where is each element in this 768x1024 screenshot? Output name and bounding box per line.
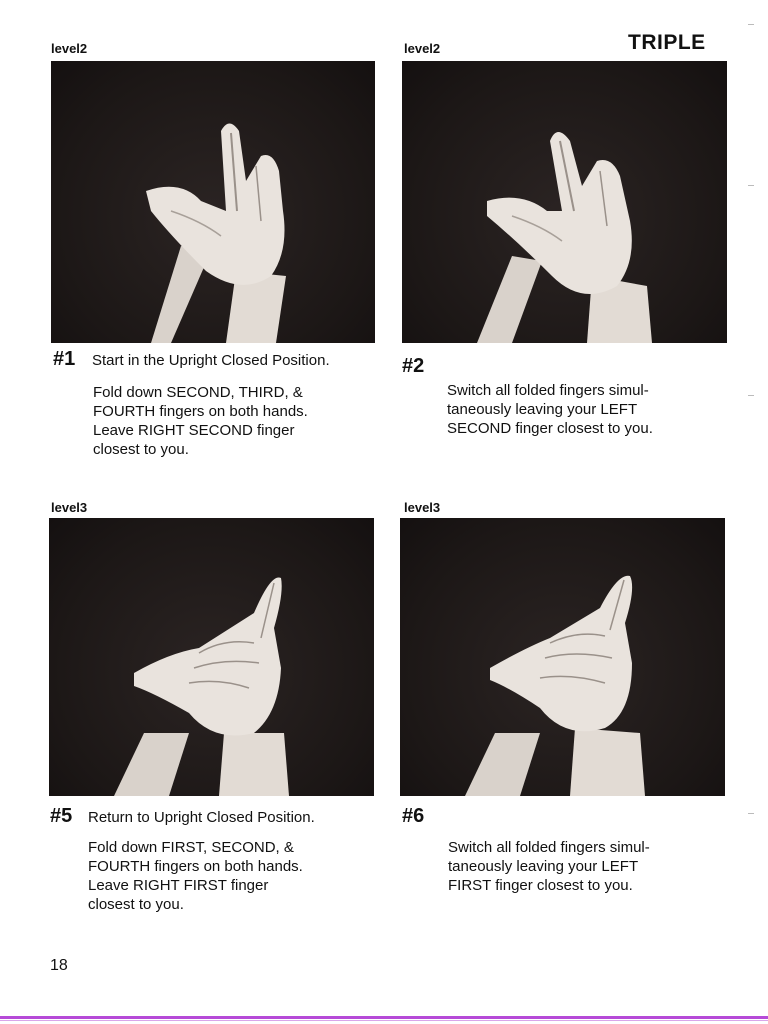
footer-rule-secondary — [0, 1020, 768, 1021]
step-instructions — [447, 381, 747, 438]
instruction-line: SECOND finger closest to you. — [447, 420, 653, 437]
instruction-line: FOURTH fingers on both hands. — [93, 403, 308, 420]
instruction-line: closest to you. — [88, 896, 184, 913]
step-lead-text: Start in the Upright Closed Position. — [92, 352, 330, 369]
level-label: level3 — [51, 500, 88, 515]
step-lead-text: Return to Upright Closed Position. — [88, 809, 315, 826]
instruction-line: FIRST finger closest to you. — [448, 877, 633, 894]
hands-photo — [402, 61, 727, 343]
margin-mark — [748, 395, 754, 396]
instruction-line: FOURTH fingers on both hands. — [88, 858, 303, 875]
section-title: TRIPLE — [628, 31, 706, 54]
instruction-line: taneously leaving your LEFT — [448, 858, 639, 875]
hands-photo — [51, 61, 375, 343]
step-number: #5 — [50, 805, 73, 827]
step-instructions — [88, 838, 388, 914]
instruction-line: closest to you. — [93, 441, 189, 458]
hands-photo — [49, 518, 374, 796]
instruction-line: Switch all folded fingers simul- — [447, 382, 649, 399]
step-number: #1 — [53, 348, 76, 370]
footer-rule — [0, 1016, 768, 1019]
step-instructions — [448, 838, 748, 895]
instruction-line: Switch all folded fingers simul- — [448, 839, 650, 856]
level-label: level2 — [404, 41, 441, 56]
hands-photo — [400, 518, 725, 796]
instruction-line: Fold down FIRST, SECOND, & — [88, 839, 294, 856]
instruction-line: Fold down SECOND, THIRD, & — [93, 384, 303, 401]
margin-mark — [748, 24, 754, 25]
level-label: level2 — [51, 41, 88, 56]
instruction-line: taneously leaving your LEFT — [447, 401, 638, 418]
margin-mark — [748, 813, 754, 814]
instruction-line: Leave RIGHT SECOND finger — [93, 422, 295, 439]
step-instructions — [93, 383, 393, 459]
margin-mark — [748, 185, 754, 186]
step-number: #6 — [402, 805, 425, 827]
level-label: level3 — [404, 500, 441, 515]
instruction-line: Leave RIGHT FIRST finger — [88, 877, 269, 894]
step-number: #2 — [402, 355, 425, 377]
page-number: 18 — [50, 957, 68, 974]
